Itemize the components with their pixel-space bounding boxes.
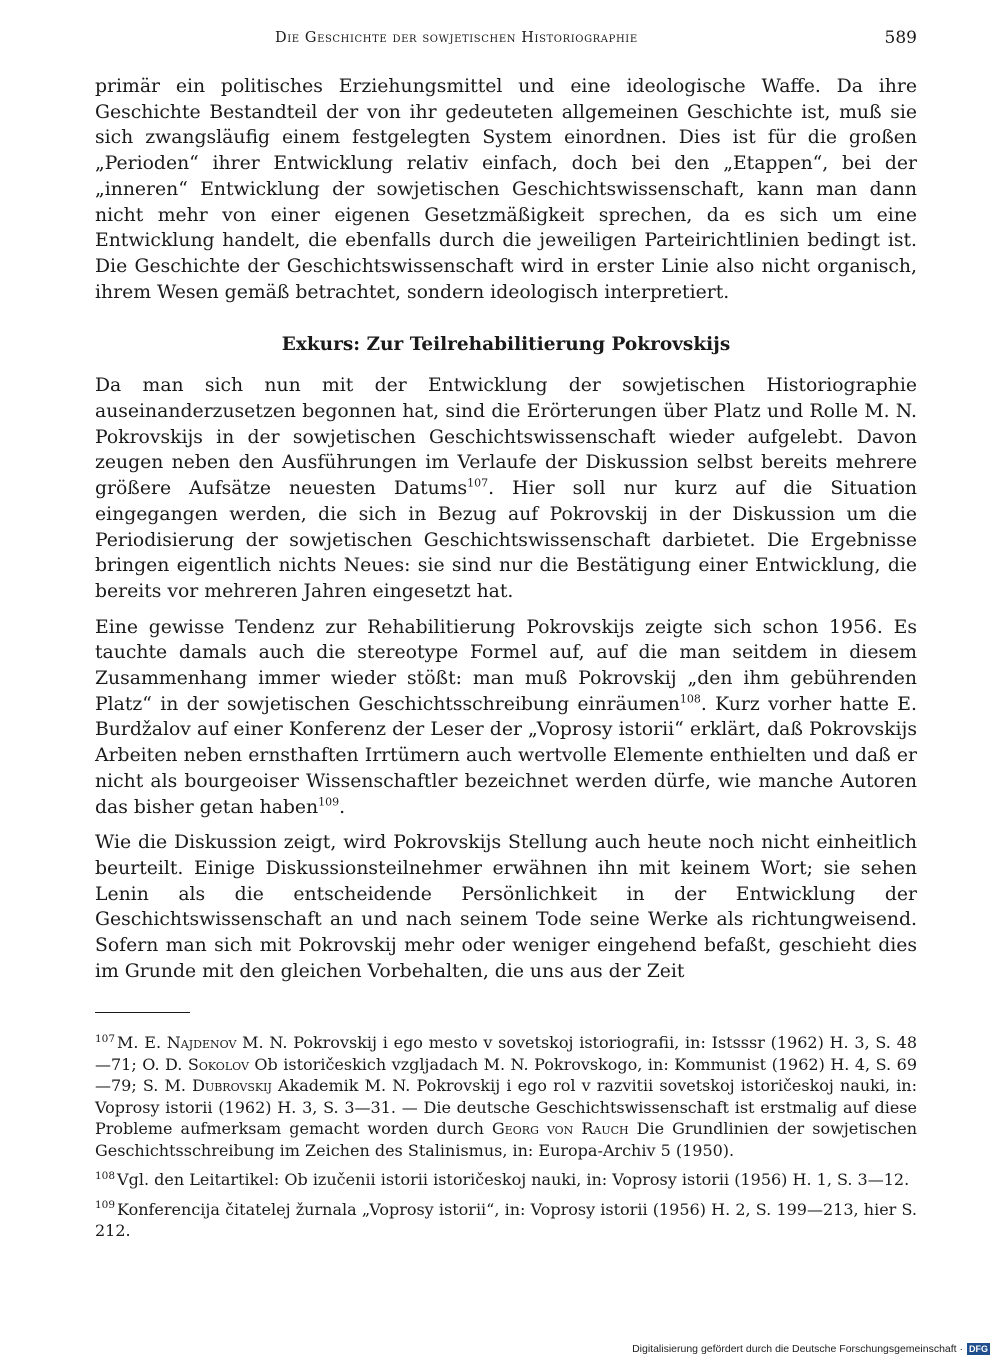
footnote-text: M. N. Pokrovskij i ego mesto v sovetskoj istoriografii, in: Istsssr (1962) H. 3, S. 48—71; O. D. — [95, 1033, 917, 1074]
footnote-number: 109 — [95, 1199, 116, 1212]
footnote-divider — [95, 1012, 190, 1013]
paragraph-4: Wie die Diskussion zeigt, wird Pokrovskijs Stellung auch heute noch nicht einheitlich beurteilt. Einige Diskussionsteilnehmer erwähnen ihn mit keinem Wort; sie sehen Lenin als die entscheidende Persönlichkeit in der Entwicklung der Geschichtswissenschaft an und nach seinem Tode seine Werke als richtungweisend. Sofern man sich mit Pokrovskij mehr oder weniger eingehend befaßt, geschieht dies im Grunde mit den gleichen Vorbehalten, die uns aus der Zeit — [95, 832, 917, 982]
paragraph-3-mid: . Kurz vorher hatte E. Burdžalov auf einer Konferenz der Leser der „Voprosy istorii“ erklärt, daß Pokrovskijs Arbeiten neben ernsthaften Irrtümern auch wertvolle Elemente enthielten und daß er nicht als bourgeoiser Wissenschaftler bezeichnet werden dürfe, wie manche Autoren das bisher getan haben — [95, 693, 917, 818]
author-name: Georg von Rauch — [491, 1119, 629, 1138]
dfg-logo: DFG — [969, 1344, 988, 1355]
footnotes — [95, 1032, 917, 1250]
footnote-text: Vgl. den Leitartikel: Ob izučenii istorii istoričeskoj nauki, in: Voprosy istorii (1956) H. 1, S. 3—12. — [117, 1170, 910, 1189]
paragraph-3 — [95, 615, 917, 821]
footnote-ref-109[interactable]: 109 — [318, 795, 340, 809]
digitization-credit — [632, 1343, 990, 1355]
paragraph-2 — [95, 373, 917, 604]
author-name: Sokolov — [187, 1054, 249, 1074]
paragraph-2-text: Da man sich nun mit der Entwicklung der sowjetischen Historiographie auseinanderzusetzen begonnen hat, sind die Erörterungen über Platz und Rolle M. N. Pokrovskijs in der sowjetischen Geschichtswissenschaft wieder aufgelebt. Davon zeugen neben den Ausführungen im Verlaufe der Diskussion selbst bereits mehrere größere Aufsätze neuesten Datums — [95, 375, 917, 500]
paragraph-3-end: . — [339, 796, 346, 818]
footnote-number: 108 — [95, 1169, 116, 1182]
footnote-text: Ob istoričeskich vzgljadach M. N. Pokrovskogo, in: Kommunist (1962) H. 4, S. 69—79; S. M. — [95, 1054, 918, 1095]
footnote-107 — [95, 1032, 917, 1161]
page-number: 589 — [884, 28, 917, 48]
footnote-text: Konferencija čitatelej žurnala „Voprosy istorii“, in: Voprosy istorii (1956) H. 2, S. 199—213, hier S. 212. — [95, 1199, 917, 1240]
paragraph-1: primär ein politisches Erziehungsmittel und eine ideologische Waffe. Da ihre Geschichte Bestandteil der von ihr gedeuteten allgemeinen Geschichte ist, muß sie sich zwangsläufig einem festgelegten System einordnen. Dies ist für die großen „Perioden“ ihrer Entwicklung relativ einfach, doch bei den „Etappen“, bei der „inneren“ Entwicklung der sowjetischen Geschichtswissenschaft, kann man dann nicht mehr von einer eigenen Gesetzmäßigkeit sprechen, da es sich um eine Entwicklung handelt, die ebenfalls durch die jeweiligen Parteirichtlinien bedingt ist. Die Geschichte der Geschichtswissenschaft wird in erster Linie also nicht organisch, ihrem Wesen gemäß betrachtet, sondern ideologisch interpretiert. — [95, 76, 917, 303]
footnote-text: Die Grundlinien der sowjetischen Geschichtsschreibung im Zeichen des Stalinismus, in: Europa-Archiv 5 (1950). — [95, 1119, 917, 1160]
main-text — [95, 74, 917, 985]
footnote-text: M. E. — [117, 1033, 167, 1052]
paragraph-2-end: . Hier soll nur kurz auf die Situation eingegangen werden, die sich in Bezug auf Pokrovskij in der Diskussion um die Periodisierung der sowjetischen Geschichtswissenschaft darbietet. Die Ergebnisse bringen eigentlich nichts Neues: sie sind nur die Bestätigung einer Entwicklung, die bereits vor mehreren Jahren eingesetzt hat. — [95, 478, 918, 602]
footnote-ref-107[interactable]: 107 — [467, 476, 489, 490]
footnote-ref-108[interactable]: 108 — [679, 692, 701, 706]
footnote-number: 107 — [95, 1032, 116, 1045]
section-heading: Exkurs: Zur Teilrehabilitierung Pokrovskijs — [281, 334, 731, 356]
running-title: Die Geschichte der sowjetischen Historiographie — [275, 30, 638, 46]
footnote-text: Akademik M. N. Pokrovskij i ego rol v razvitii sovetskoj istoričeskoj nauki, in: Voprosy istorii (1962) H. 3, S. 3—31. — Die deutsche Geschichtswissenschaft ist erstmalig auf diese Probleme aufmerksam gemacht worden durch — [95, 1076, 918, 1138]
running-header — [95, 28, 917, 52]
footnote-109 — [95, 1199, 917, 1242]
credit-text: Digitalisierung gefördert durch die Deutsche Forschungsgemeinschaft · — [632, 1343, 963, 1355]
paragraph-3-text: Eine gewisse Tendenz zur Rehabilitierung Pokrovskijs zeigte sich schon 1956. Es tauchte damals auch die stereotype Formel auf, auf die man seitdem in diesem Zusammenhang immer wieder stößt: man muß Pokrovskij „den ihm gebührenden Platz“ in der sowjetischen Geschichtsschreibung einräumen — [95, 616, 917, 715]
author-name: Najdenov — [166, 1033, 237, 1052]
author-name: Dubrovskij — [192, 1076, 272, 1095]
footnote-108 — [95, 1169, 917, 1191]
